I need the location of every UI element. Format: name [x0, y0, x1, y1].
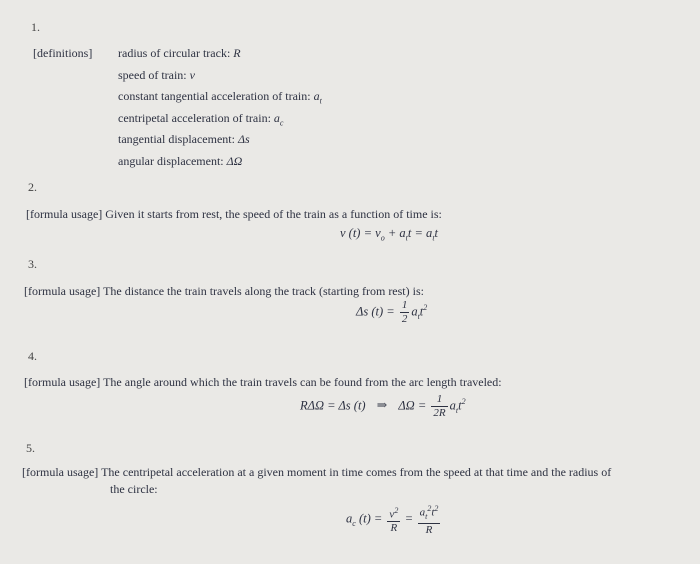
def-tangential-displacement — [118, 131, 250, 147]
section-5-text-line1: [formula usage] The centripetal acceleration at a given moment in time comes from the speed at that time and the radius of — [22, 465, 612, 479]
def-subscript: t — [319, 96, 322, 106]
section-2-text: [formula usage] Given it starts from rest, the speed of the train as a function of time is: — [26, 207, 442, 221]
section-2-number: 2. — [28, 180, 37, 194]
one-over-2r-fraction: $\frac{1}{2R}$ — [433, 393, 446, 419]
def-label: centripetal acceleration of train: — [118, 111, 271, 125]
def-symbol: a — [273, 111, 280, 125]
speed-equation: v $(t) = v_o + a_tt = a_tt$ — [340, 226, 439, 243]
section-4-number: 4. — [28, 349, 37, 363]
angle-equation: RΔΩ = Δs (t) ⇒ ΔΩ = $\frac{1}{2R}$ $a_tt^2$ — [300, 393, 466, 419]
def-subscript: c — [279, 118, 284, 128]
section-1-number: 1. — [31, 20, 40, 34]
def-angular-displacement — [118, 153, 242, 169]
def-tangential-acceleration — [118, 88, 322, 109]
def-symbol: R — [233, 46, 241, 60]
one-half-fraction: $\frac{1}{2}$ — [401, 299, 408, 325]
v-squared-over-r-fraction: $\frac{v^2}{R}$ — [389, 505, 399, 535]
def-speed — [118, 67, 195, 83]
distance-equation: Δs (t) = $\frac{1}{2}$ $a_tt^2$ — [356, 299, 428, 325]
def-symbol: ΔΩ — [226, 154, 243, 168]
def-symbol: a — [313, 89, 320, 103]
section-3-number: 3. — [28, 257, 37, 271]
implies-arrow: ⇒ — [376, 398, 388, 413]
definitions-tag: [definitions] — [33, 46, 93, 60]
def-symbol: Δs — [237, 132, 250, 146]
def-label: tangential displacement: — [118, 132, 235, 146]
def-label: speed of train: — [118, 68, 187, 82]
def-label: angular displacement: — [118, 154, 224, 168]
section-5-number: 5. — [26, 441, 35, 455]
section-5-text-line2: the circle: — [110, 482, 158, 496]
section-3-text: [formula usage] The distance the train travels along the track (starting from rest) is: — [24, 284, 424, 298]
def-label: constant tangential acceleration of train: — [118, 89, 311, 103]
at-squared-t-squared-over-r-fraction: $\frac{a_t^2t^2}{R}$ — [419, 504, 439, 536]
def-radius — [118, 45, 241, 61]
section-4-text: [formula usage] The angle around which the train travels can be found from the arc length traveled: — [24, 375, 502, 389]
def-symbol: v — [189, 68, 195, 82]
def-label: radius of circular track: — [118, 46, 231, 60]
centripetal-equation: $a_c$ (t) = $\frac{v^2}{R}$ = $\frac{a_t^2t^2}{R}$ — [346, 504, 439, 536]
def-centripetal-acceleration — [118, 110, 283, 131]
